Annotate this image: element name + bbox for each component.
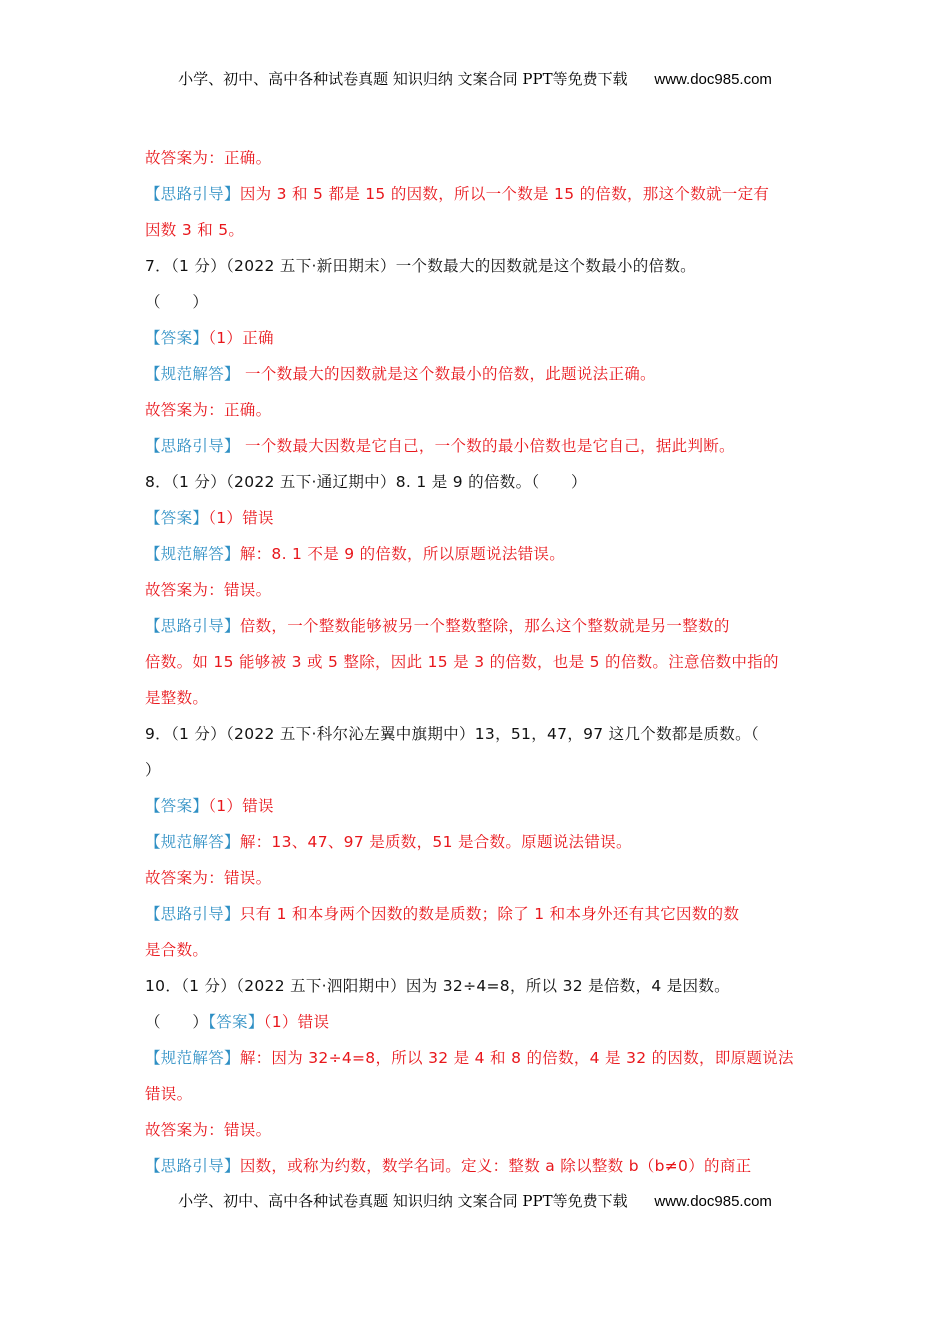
q9-conclusion: 故答案为：错误。 (145, 869, 272, 887)
page-header (0, 68, 950, 89)
q9-question: 9．（1 分）（2022 五下·科尔沁左翼中旗期中）13，51，47，97 这几个数都是质数。（ (145, 725, 759, 743)
guide-tag: 【思路引导】 (145, 617, 240, 635)
q8-guide-cont: 倍数。如 15 能够被 3 或 5 整除，因此 15 是 3 的倍数，也是 5 的倍数。注意倍数中指的 (145, 653, 779, 671)
q7-answer (145, 320, 810, 356)
q10-answer (145, 1004, 810, 1040)
q9-guide-cont: 是合数。 (145, 941, 209, 959)
page-footer (0, 1190, 950, 1211)
q8-question: 8．（1 分）（2022 五下·通辽期中）8. 1 是 9 的倍数。（ ） (145, 473, 587, 491)
document-body (145, 140, 810, 1184)
answer-text: （1）错误 (263, 1013, 330, 1031)
q10-solution (145, 1040, 810, 1076)
footer-text: 小学、初中、高中各种试卷真题 知识归纳 文案合同 PPT等免费下载 (178, 1192, 628, 1210)
solution-tag: 【规范解答】 (145, 365, 240, 383)
guide-text: 因为 3 和 5 都是 15 的因数，所以一个数是 15 的倍数，那这个数就一定有 (239, 185, 770, 203)
guide-text: 只有 1 和本身两个因数的数是质数；除了 1 和本身外还有其它因数的数 (239, 905, 740, 923)
solution-text: 解：因为 32÷4=8，所以 32 是 4 和 8 的倍数，4 是 32 的因数，即原题说法 (239, 1049, 794, 1067)
guide-tag: 【思路引导】 (145, 1157, 240, 1175)
answer-tag: 【答案】 (145, 329, 209, 347)
solution-text: 解：8. 1 不是 9 的倍数，所以原题说法错误。 (239, 545, 566, 563)
q10-guide (145, 1148, 810, 1184)
q7-conclusion: 故答案为：正确。 (145, 401, 272, 419)
guide-text: 一个数最大因数是它自己，一个数的最小倍数也是它自己，据此判断。 (239, 437, 735, 455)
guide-text: 因数，或称为约数，数学名词。定义：整数 a 除以整数 b（b≠0）的商正 (239, 1157, 752, 1175)
q9-solution (145, 824, 810, 860)
q8-conclusion: 故答案为：错误。 (145, 581, 272, 599)
prev-guide (145, 176, 810, 212)
q9-guide (145, 896, 810, 932)
q8-solution (145, 536, 810, 572)
q10-question: 10．（1 分）（2022 五下·泗阳期中）因为 32÷4=8，所以 32 是倍数，4 是因数。 (145, 977, 730, 995)
answer-text: （1）正确 (208, 329, 274, 347)
prev-guide-cont: 因数 3 和 5。 (145, 221, 245, 239)
guide-text: 倍数，一个整数能够被另一个整数整除，那么这个整数就是另一整数的 (239, 617, 730, 635)
prev-conclusion: 故答案为：正确。 (145, 149, 272, 167)
footer-site-link[interactable]: www.doc985.com (654, 1193, 772, 1210)
answer-text: （1）错误 (208, 509, 274, 527)
guide-tag: 【思路引导】 (145, 185, 240, 203)
answer-tag: 【答案】 (145, 509, 209, 527)
solution-tag: 【规范解答】 (145, 1049, 240, 1067)
guide-tag: 【思路引导】 (145, 905, 240, 923)
solution-tag: 【规范解答】 (145, 545, 240, 563)
header-site-link[interactable]: www.doc985.com (654, 71, 772, 88)
q8-guide-cont: 是整数。 (145, 689, 209, 707)
answer-tag: 【答案】 (145, 797, 209, 815)
q8-guide (145, 608, 810, 644)
q7-question: 7．（1 分）（2022 五下·新田期末）一个数最大的因数就是这个数最小的倍数。 (145, 257, 696, 275)
solution-text: 一个数最大的因数就是这个数最小的倍数，此题说法正确。 (239, 365, 656, 383)
solution-tag: 【规范解答】 (145, 833, 240, 851)
q10-bracket: （ ） (145, 1013, 209, 1031)
q8-answer (145, 500, 810, 536)
q10-conclusion: 故答案为：错误。 (145, 1121, 272, 1139)
guide-tag: 【思路引导】 (145, 437, 240, 455)
solution-text: 解：13、47、97 是质数，51 是合数。原题说法错误。 (239, 833, 632, 851)
header-text: 小学、初中、高中各种试卷真题 知识归纳 文案合同 PPT等免费下载 (178, 70, 628, 88)
answer-tag: 【答案】 (208, 1013, 264, 1031)
q9-question-cont: ） (145, 761, 161, 779)
q9-answer (145, 788, 810, 824)
q10-solution-cont: 错误。 (145, 1085, 193, 1103)
q7-guide (145, 428, 810, 464)
q7-solution (145, 356, 810, 392)
answer-text: （1）错误 (208, 797, 274, 815)
q7-bracket: （ ） (145, 293, 209, 311)
